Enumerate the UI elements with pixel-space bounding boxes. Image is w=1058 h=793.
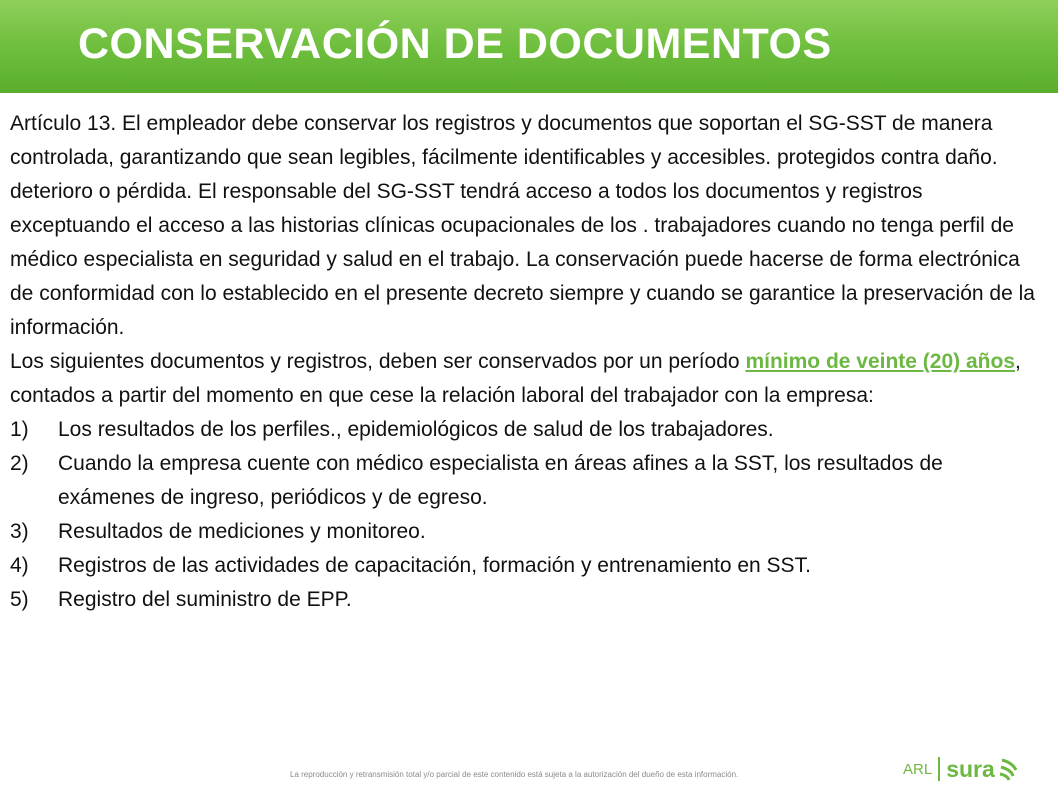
- list-item: [10, 549, 1040, 583]
- list-item-number: 2): [10, 452, 29, 475]
- list-item: [10, 447, 1040, 515]
- list-item-number: 1): [10, 418, 29, 441]
- list-item: [10, 515, 1040, 549]
- list-item-number: 4): [10, 554, 29, 577]
- list-item-number: 5): [10, 588, 29, 611]
- document-body: [10, 107, 1040, 617]
- list-item: [10, 413, 1040, 447]
- documents-list: [10, 413, 1040, 617]
- list-item-text: Resultados de mediciones y monitoreo.: [58, 520, 426, 543]
- list-item-text: Cuando la empresa cuente con médico especialista en áreas afines a la SST, los resultados de exámenes de ingreso, periódicos y de egreso.: [58, 452, 943, 509]
- retention-text-after: , contados a partir del momento en que cese la relación laboral del trabajador con la empresa:: [10, 350, 1021, 407]
- list-item-text: Los resultados de los perfiles., epidemiológicos de salud de los trabajadores.: [58, 418, 774, 441]
- logo-divider: [938, 757, 940, 781]
- arl-sura-logo: [903, 754, 1020, 784]
- list-item-text: Registros de las actividades de capacitación, formación y entrenamiento en SST.: [58, 554, 811, 577]
- list-item-number: 3): [10, 520, 29, 543]
- list-item: [10, 583, 1040, 617]
- copyright-notice: La reproducción y retransmisión total y/o parcial de este contenido está sujeta a la autorización del dueño de esta información.: [290, 770, 739, 779]
- sura-swoosh-icon: [998, 756, 1020, 782]
- list-item-text: Registro del suministro de EPP.: [58, 588, 352, 611]
- logo-arl-text: ARL: [903, 760, 933, 778]
- retention-text-before: Los siguientes documentos y registros, deben ser conservados por un período: [10, 350, 746, 373]
- page-title: CONSERVACIÓN DE DOCUMENTOS: [78, 20, 832, 68]
- logo-sura-text: sura: [946, 755, 995, 782]
- title-bar: [0, 0, 1058, 93]
- retention-paragraph: [10, 345, 1040, 413]
- retention-period-link[interactable]: mínimo de veinte (20) años: [745, 350, 1016, 373]
- article-paragraph: Artículo 13. El empleador debe conservar los registros y documentos que soportan el SG-SST de manera controlada, garantizando que sean legibles, fácilmente identificables y accesibles. protegidos contra daño. deterioro o pérdida. El responsable del SG-SST tendrá acceso a todos los documentos y registros exceptuando el acceso a las historias clínicas ocupacionales de los . trabajadores cuando no tenga perfil de médico especialista en seguridad y salud en el trabajo. La conservación puede hacerse de forma electrónica de conformidad con lo establecido en el presente decreto siempre y cuando se garantice la preservación de la información.: [10, 112, 1035, 339]
